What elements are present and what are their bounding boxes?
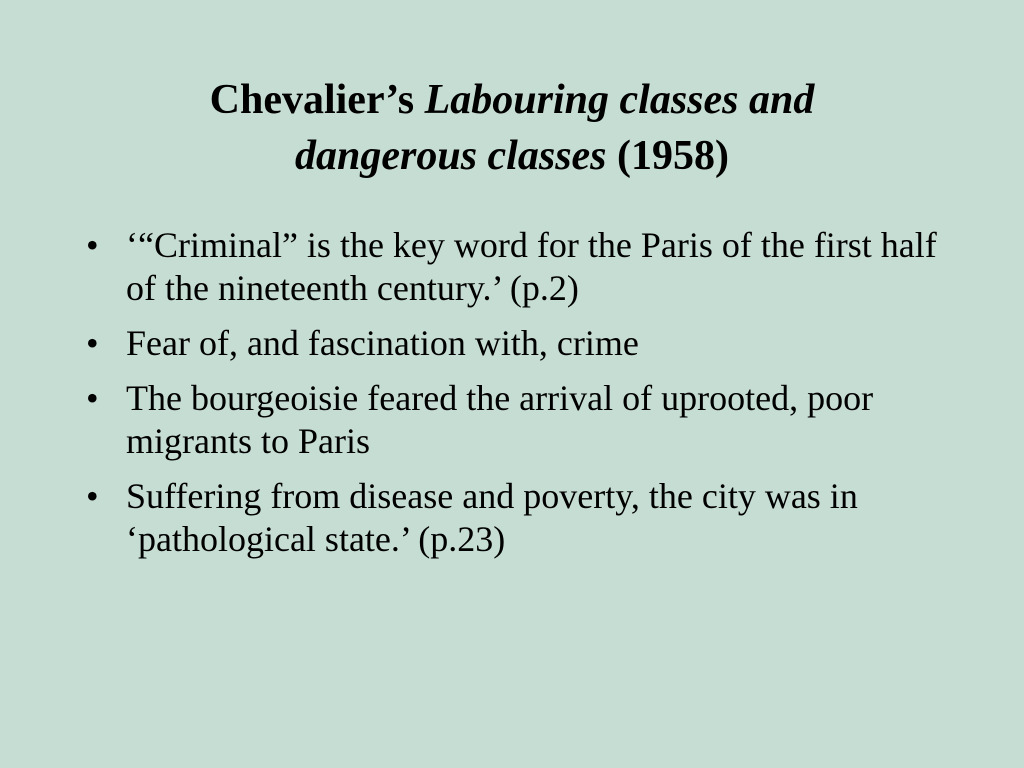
bullet-list [82,224,952,573]
bullet-text: ‘“Criminal” is the key word for the Paris of the first half of the nineteenth century.’ (p.2) [126,225,937,308]
slide-title [100,72,924,184]
bullet-text: The bourgeoisie feared the arrival of uprooted, poor migrants to Paris [126,378,874,461]
bullet-marker: • [86,378,99,418]
bullet-item [82,475,952,561]
title-year: (1958) [606,133,730,179]
bullet-text: Suffering from disease and poverty, the city was in ‘pathological state.’ (p.23) [126,476,858,559]
bullet-item [82,377,952,463]
bullet-item [82,224,952,310]
bullet-text: Fear of, and fascination with, crime [126,323,639,363]
bullet-marker: • [86,476,99,516]
bullet-marker: • [86,225,99,265]
title-author: Chevalier’s [209,77,425,123]
title-book-italic-line1: Labouring classes and [424,77,815,123]
bullet-marker: • [86,323,99,363]
title-book-italic-line2: dangerous classes [294,133,607,179]
bullet-item [82,322,952,365]
